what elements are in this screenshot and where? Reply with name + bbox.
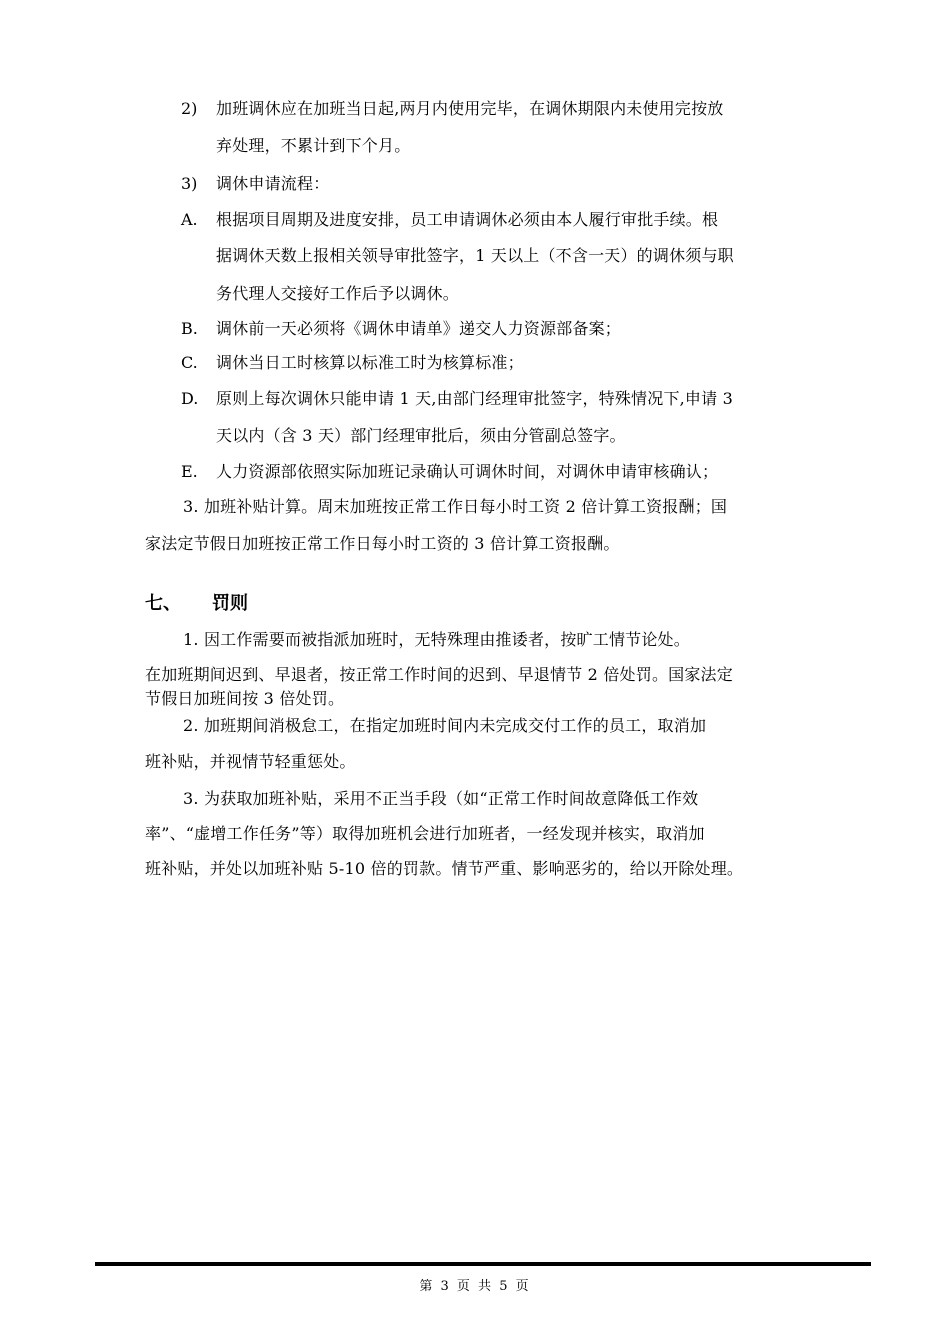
list-marker: E. <box>181 462 198 481</box>
paragraph-line: 务代理人交接好工作后予以调休。 <box>216 284 460 303</box>
paragraph-line: 人力资源部依照实际加班记录确认可调休时间，对调休申请审核确认； <box>216 462 719 481</box>
paragraph-line: 家法定节假日加班按正常工作日每小时工资的 3 倍计算工资报酬。 <box>145 534 620 553</box>
list-marker: D. <box>181 389 199 408</box>
section-title: 罚则 <box>212 593 248 614</box>
list-marker: A. <box>181 210 198 229</box>
paragraph-line: 加班调休应在加班当日起,两月内使用完毕，在调休期限内未使用完按放 <box>216 99 724 118</box>
paragraph-line: 1. 因工作需要而被指派加班时，无特殊理由推诿者，按旷工情节论处。 <box>183 630 690 649</box>
paragraph-line: 节假日加班间按 3 倍处罚。 <box>145 689 345 708</box>
list-marker: B. <box>181 319 198 338</box>
page-number: 第 3 页 共 5 页 <box>419 1279 531 1294</box>
paragraph-line: 调休前一天必须将《调休申请单》递交人力资源部备案； <box>216 319 622 338</box>
paragraph-line: 天以内（含 3 天）部门经理审批后，须由分管副总签字。 <box>216 426 626 445</box>
paragraph-line: 班补贴，并视情节轻重惩处。 <box>145 752 356 771</box>
paragraph-line: 根据项目周期及进度安排，员工申请调休必须由本人履行审批手续。根 <box>216 210 719 229</box>
paragraph-line: 班补贴，并处以加班补贴 5-10 倍的罚款。情节严重、影响恶劣的，给以开除处理。 <box>145 859 744 878</box>
paragraph-line: 2. 加班期间消极怠工，在指定加班时间内未完成交付工作的员工，取消加 <box>183 716 707 735</box>
paragraph-line: 3. 为获取加班补贴，采用不正当手段（如“正常工作时间故意降低工作效 <box>183 789 699 808</box>
list-marker: 2) <box>181 99 198 118</box>
section-number: 七、 <box>145 593 181 614</box>
paragraph-line: 调休当日工时核算以标准工时为核算标准； <box>216 353 524 372</box>
paragraph-line: 调休申请流程： <box>216 174 330 193</box>
paragraph-line: 弃处理，不累计到下个月。 <box>216 136 411 155</box>
paragraph-line: 3. 加班补贴计算。周末加班按正常工作日每小时工资 2 倍计算工资报酬；国 <box>183 497 728 516</box>
paragraph-line: 在加班期间迟到、早退者，按正常工作时间的迟到、早退情节 2 倍处罚。国家法定 <box>145 665 733 684</box>
footer-divider <box>95 1262 871 1266</box>
list-marker: C. <box>181 353 198 372</box>
paragraph-line: 率”、“虚增工作任务”等）取得加班机会进行加班者，一经发现并核实，取消加 <box>145 824 705 843</box>
paragraph-line: 原则上每次调休只能申请 1 天,由部门经理审批签字，特殊情况下,申请 3 <box>216 389 733 408</box>
list-marker: 3) <box>181 174 198 193</box>
paragraph-line: 据调休天数上报相关领导审批签字，1 天以上（不含一天）的调休须与职 <box>216 246 734 265</box>
